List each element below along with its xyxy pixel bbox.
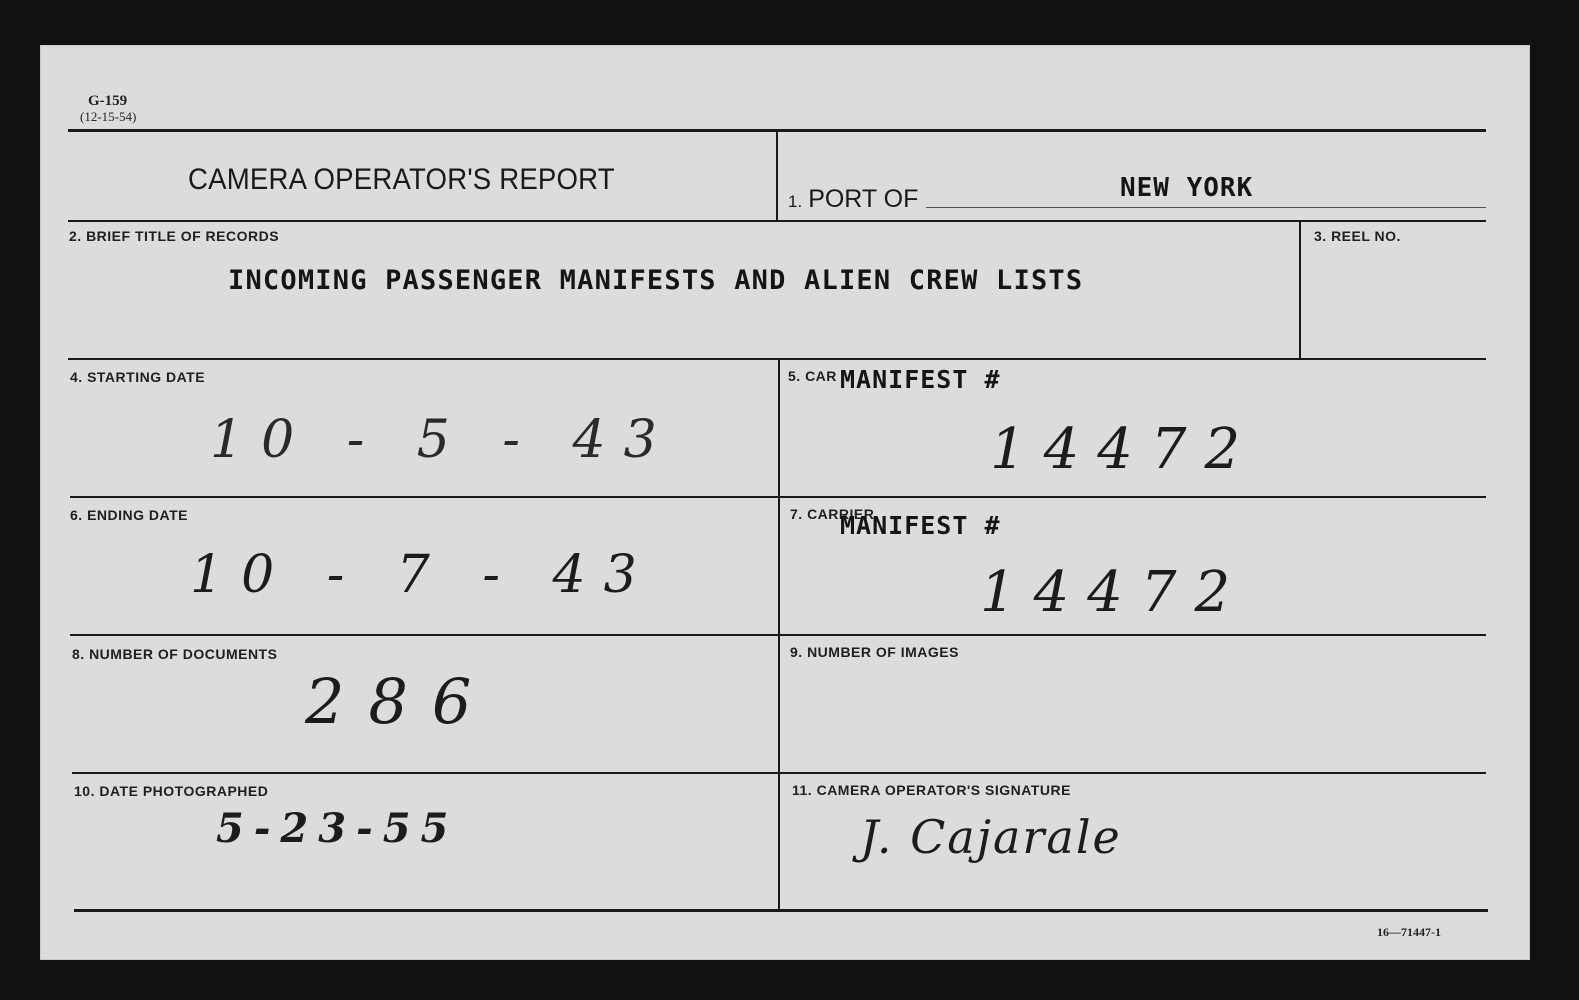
- records-title-label: 2. BRIEF TITLE OF RECORDS: [69, 228, 280, 244]
- carrier-end-label: 7. CARRIER: [790, 506, 875, 522]
- ending-date-label: 6. ENDING DATE: [70, 507, 188, 523]
- records-title-value: INCOMING PASSENGER MANIFESTS AND ALIEN CREW LISTS: [228, 265, 1084, 296]
- reel-divider: [1299, 220, 1301, 358]
- header-divider: [776, 129, 778, 221]
- form-revision-date: (12-15-54): [80, 109, 137, 124]
- form-title: CAMERA OPERATOR'S REPORT: [188, 163, 615, 196]
- ending-date-value: 10 - 7 - 43: [190, 545, 655, 605]
- date-photographed-value: 5-23-55: [216, 805, 459, 852]
- port-value: NEW YORK: [1120, 173, 1254, 203]
- carrier-start-label: 5. CAR: [788, 368, 837, 384]
- number-of-documents-label: 8. NUMBER OF DOCUMENTS: [72, 646, 278, 662]
- starting-date-value: 10 - 5 - 43: [210, 410, 675, 470]
- manifest-start-typed: MANIFEST #: [840, 365, 1001, 394]
- bottom-rule: [74, 909, 1488, 912]
- print-code: 16—71447-1: [1377, 925, 1441, 939]
- starting-date-label: 4. STARTING DATE: [70, 369, 206, 385]
- port-label: [788, 185, 918, 214]
- manifest-end-typed: MANIFEST #: [840, 511, 1001, 540]
- reel-number-label: 3. REEL NO.: [1314, 228, 1401, 244]
- date-photographed-label: 10. DATE PHOTOGRAPHED: [74, 783, 269, 799]
- number-of-documents-value: 286: [305, 665, 496, 738]
- carrier-end-value: 14472: [980, 560, 1249, 625]
- row-divider-1: [68, 220, 1486, 222]
- camera-operator-report-card: [40, 45, 1530, 960]
- port-label-text: PORT OF: [808, 185, 919, 213]
- port-underline: [926, 207, 1486, 208]
- row-divider-3: [70, 496, 1486, 498]
- carrier-start-value: 14472: [990, 417, 1259, 482]
- camera-operator-signature: J. Cajarale: [860, 810, 1122, 864]
- row-divider-4: [70, 634, 1486, 636]
- row-divider-2: [68, 358, 1486, 360]
- row-divider-5: [72, 772, 1486, 774]
- port-field-number: 1.: [788, 192, 803, 211]
- number-of-images-label: 9. NUMBER OF IMAGES: [790, 644, 959, 660]
- form-number: G-159: [88, 93, 128, 109]
- signature-label: 11. CAMERA OPERATOR'S SIGNATURE: [792, 782, 1071, 798]
